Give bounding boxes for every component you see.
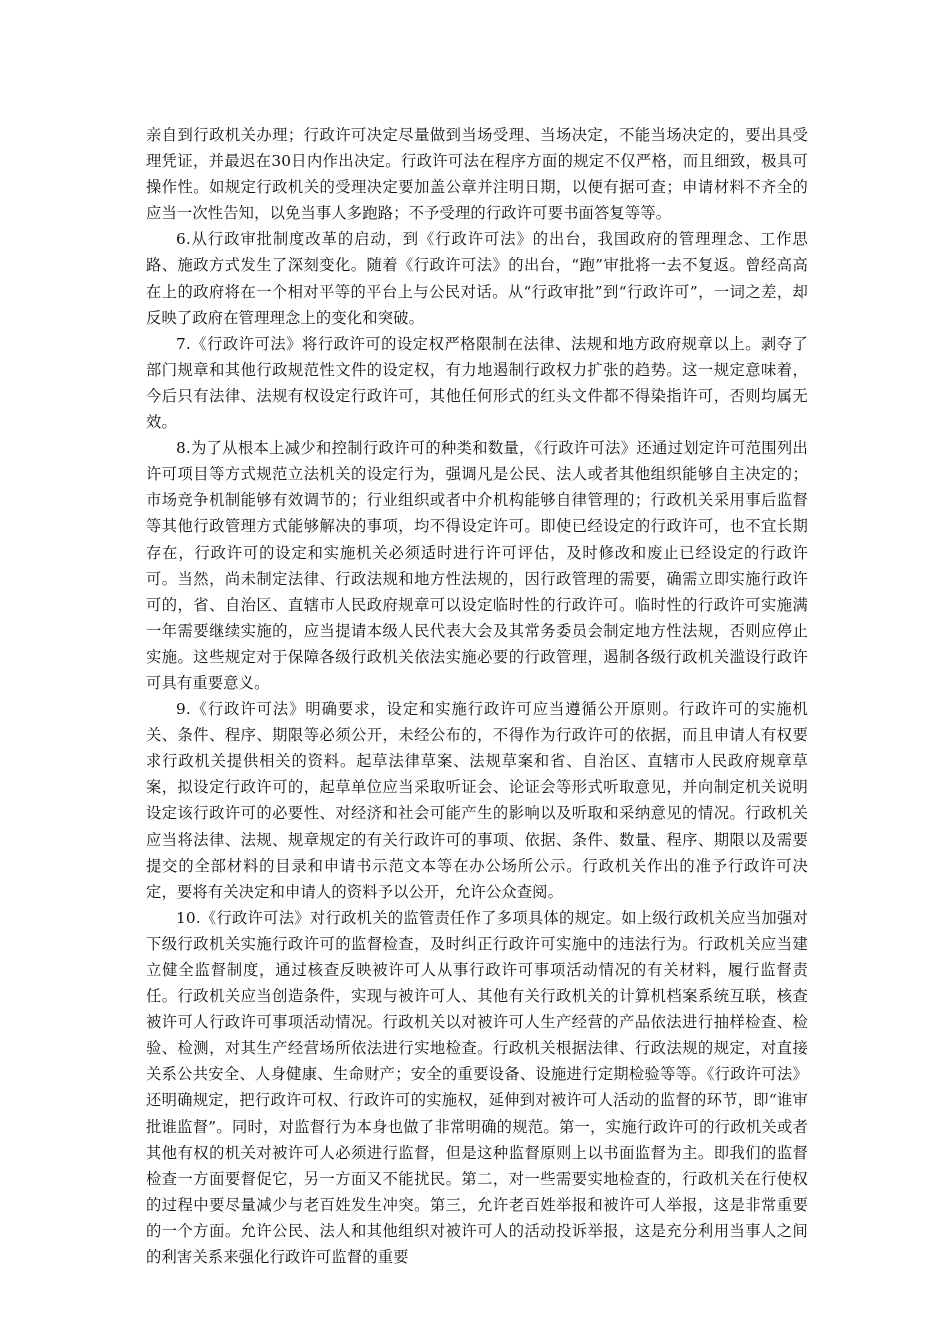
paragraph-9: 9.《行政许可法》明确要求，设定和实施行政许可应当遵循公开原则。行政许可的实施机关、条件、程序、期限等必须公开，未经公布的，不得作为行政许可的依据，而且申请人有权要求行政机关提供相关的资料。起草法律草案、法规草案和省、自治区、直辖市人民政府规章草案，拟设定行政许可的，起草单位应当采取听证会、论证会等形式听取意见，并向制定机关说明设定该行政许可的必要性、对经济和社会可能产生的影响以及听取和采纳意见的情况。行政机关应当将法律、法规、规章规定的有关行政许可的事项、依据、条件、数量、程序、期限以及需要提交的全部材料的目录和申请书示范文本等在办公场所公示。行政机关作出的准予行政许可决定，要将有关决定和申请人的资料予以公开，允许公众查阅。 (146, 700, 808, 901)
paragraph-continuation: 亲自到行政机关办理；行政许可决定尽量做到当场受理、当场决定，不能当场决定的，要出具受理凭证，并最迟在30日内作出决定。行政许可法在程序方面的规定不仅严格，而且细致，极具可操作性。如规定行政机关的受理决定要加盖公章并注明日期，以便有据可查；申请材料不齐全的应当一次性告知，以免当事人多跑路；不予受理的行政许可要书面答复等等。 (146, 126, 808, 223)
paragraph-6: 6.从行政审批制度改革的启动，到《行政许可法》的出台，我国政府的管理理念、工作思路、施政方式发生了深刻变化。随着《行政许可法》的出台，“跑”审批将一去不复返。曾经高高在上的政府将在一个相对平等的平台上与公民对话。从“行政审批”到“行政许可”，一词之差，却反映了政府在管理理念上的变化和突破。 (146, 230, 808, 327)
paragraph-7: 7.《行政许可法》将行政许可的设定权严格限制在法律、法规和地方政府规章以上。剥夺了部门规章和其他行政规范性文件的设定权，有力地遏制行政权力扩张的趋势。这一规定意味着，今后只有法律、法规有权设定行政许可，其他任何形式的红头文件都不得染指许可，否则均属无效。 (146, 334, 808, 432)
paragraph-8: 8.为了从根本上减少和控制行政许可的种类和数量，《行政许可法》还通过划定许可范围列出许可项目等方式规范立法机关的设定行为，强调凡是公民、法人或者其他组织能够自主决定的；市场竞争机制能够有效调节的；行业组织或者中介机构能够自律管理的；行政机关采用事后监督等其他行政管理方式能够解决的事项，均不得设定许可。即使已经设定的行政许可，也不宜长期存在，行政许可的设定和实施机关必须适时进行许可评估，及时修改和废止已经设定的行政许可。当然，尚未制定法律、行政法规和地方性法规的，因行政管理的需要，确需立即实施行政许可的，省、自治区、直辖市人民政府规章可以设定临时性的行政许可。临时性的行政许可实施满一年需要继续实施的，应当提请本级人民代表大会及其常务委员会制定地方性法规，否则应停止实施。这些规定对于保障各级行政机关依法实施必要的行政管理，遏制各级行政机关滥设行政许可具有重要意义。 (146, 439, 808, 692)
document-body (146, 122, 808, 1270)
paragraph-10: 10.《行政许可法》对行政机关的监管责任作了多项具体的规定。如上级行政机关应当加强对下级行政机关实施行政许可的监督检查，及时纠正行政许可实施中的违法行为。行政机关应当建立健全监督制度，通过核查反映被许可人从事行政许可事项活动情况的有关材料，履行监督责任。行政机关应当创造条件，实现与被许可人、其他有关行政机关的计算机档案系统互联，核查被许可人行政许可事项活动情况。行政机关以对被许可人生产经营的产品依法进行抽样检查、检验、检测，对其生产经营场所依法进行实地检查。行政机关根据法律、行政法规的规定，对直接关系公共安全、人身健康、生命财产；安全的重要设备、设施进行定期检验等等。《行政许可法》还明确规定，把行政许可权、行政许可的实施权，延伸到对被许可人活动的监督的环节，即“谁审批谁监督”。同时，对监督行为本身也做了非常明确的规范。第一，实施行政许可的行政机关或者其他有权的机关对被许可人必须进行监督，但是这种监督原则上以书面监督为主。即我们的监督检查一方面要督促它，另一方面又不能扰民。第二，对一些需要实地检查的，行政机关在行使权的过程中要尽量减少与老百姓发生冲突。第三，允许老百姓举报和被许可人举报，这是非常重要的一个方面。允许公民、法人和其他组织对被许可人的活动投诉举报，这是充分利用当事人之间的利害关系来强化行政许可监督的重要 (146, 908, 808, 1267)
